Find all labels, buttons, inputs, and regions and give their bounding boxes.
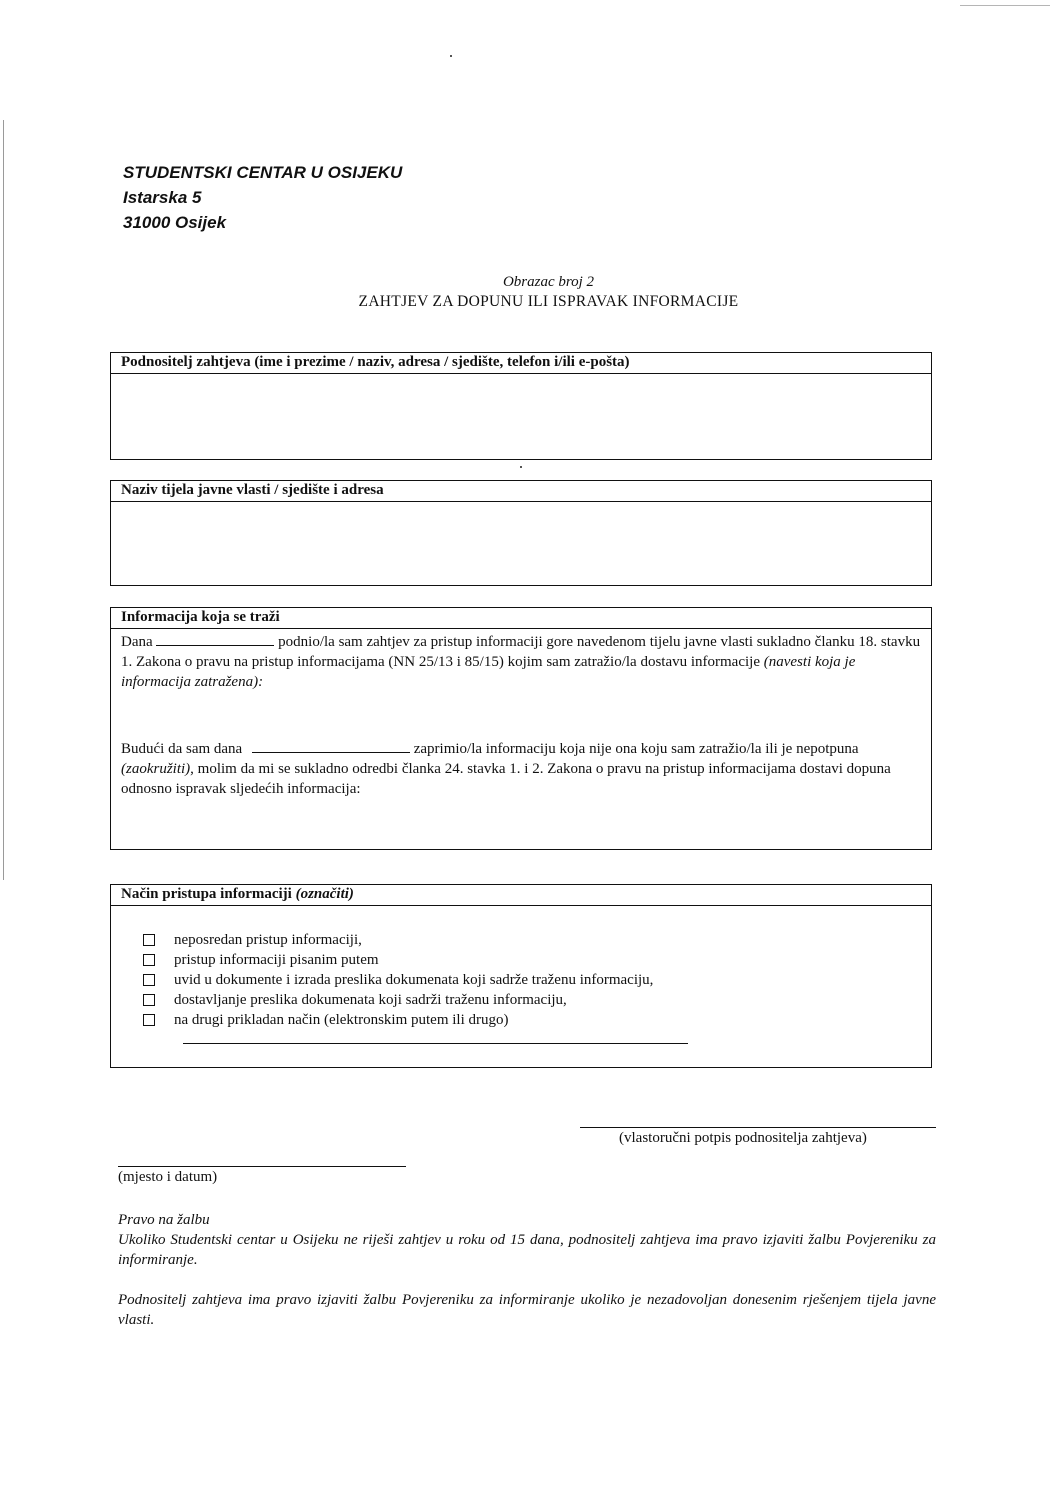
org-city: 31000 Osijek [123,213,227,232]
requested-info-text [111,629,931,801]
correction-paragraph [121,738,921,799]
org-name: STUDENTSKI CENTAR U OSIJEKU [123,163,403,182]
access-options-list [111,930,931,1030]
authority-section [110,480,932,586]
other-method-line[interactable] [183,1043,688,1044]
request-date-blank[interactable] [156,631,274,646]
checkbox[interactable] [143,974,155,986]
authority-label: Naziv tijela javne vlasti / sjedište i adresa [111,481,931,502]
access-method-note: (označiti) [295,886,354,902]
access-option [143,990,931,1010]
access-option-label: neposredan pristup informaciji, [174,932,362,948]
request-text: podnio/la sam zahtjev za pristup informaciji gore navedenom tijelu javne vlasti sukladno članku 18. stavku 1. Zakona o pravu na pristup informacijama (NN 25/13 i 85/15) kojim sam zatražio/la dostavu informacije [121,634,921,670]
access-option-label: uvid u dokumente i izrada preslika dokumenata koji sadrže traženu informaciju, [174,972,654,988]
date-prefix: Dana [121,634,153,650]
authority-field[interactable] [111,502,931,506]
scan-edge-top [960,5,1050,6]
scan-speck [520,466,522,468]
signature-line[interactable] [580,1127,936,1128]
received-text: zaprimio/la informaciju koja nije ona koju sam zatražio/la ili je nepotpuna [413,741,859,757]
form-number: Obrazac broj 2 [502,274,595,290]
form-title: ZAHTJEV ZA DOPUNU ILI ISPRAVAK INFORMACIJE [358,293,739,310]
access-option [143,970,931,990]
requested-info-label: Informacija koja se traži [111,608,931,629]
request-note: (navesti koja je informacija zatražena): [121,654,856,690]
checkbox[interactable] [143,934,155,946]
received-date-blank[interactable] [252,738,410,753]
place-date-label: (mjesto i datum) [118,1169,218,1185]
scan-edge-left [3,120,4,880]
received-prefix: Budući da sam dana [121,741,243,757]
access-option [143,930,931,950]
appeal-rights [118,1210,936,1330]
checkbox[interactable] [143,994,155,1006]
correction-text: , molim da mi se sukladno odredbi članka 24. stavka 1. i 2. Zakona o pravu na pristup informacijama dostavi dopuna odnosno ispravak sljedećih informacija: [121,761,891,797]
circle-note: (zaokružiti) [121,761,191,777]
access-option [143,1010,931,1030]
access-option-label: dostavljanje preslika dokumenata koji sadrži traženu informaciju, [174,992,567,1008]
applicant-field[interactable] [111,374,931,378]
access-option-label: pristup informaciji pisanim putem [174,952,379,968]
request-paragraph [121,631,921,692]
org-street: Istarska 5 [123,188,202,207]
access-option [143,950,931,970]
appeal-paragraph-1: Ukoliko Studentski centar u Osijeku ne riješi zahtjev u roku od 15 dana, podnositelj zahtjeva ima pravo izjaviti žalbu Povjereniku za informiranje. [118,1232,936,1268]
appeal-paragraph-2: Podnositelj zahtjeva ima pravo izjaviti žalbu Povjereniku za informiranje ukoliko je nezadovoljan donesenim rješenjem tijela javne vlasti. [118,1292,936,1328]
requested-info-section [110,607,932,850]
place-date-line[interactable] [118,1166,406,1167]
organization-header [123,160,402,235]
checkbox[interactable] [143,954,155,966]
applicant-section [110,352,932,460]
access-method-heading [111,885,931,906]
appeal-title: Pravo na žalbu [118,1212,210,1228]
scan-speck [450,55,452,57]
access-method-section [110,884,932,1068]
checkbox[interactable] [143,1014,155,1026]
applicant-label: Podnositelj zahtjeva (ime i prezime / naziv, adresa / sjedište, telefon i/ili e-pošta) [111,353,931,374]
access-method-label: Način pristupa informaciji [121,886,292,902]
signature-label: (vlastoručni potpis podnositelja zahtjeva) [619,1130,867,1146]
access-option-label: na drugi prikladan način (elektronskim putem ili drugo) [174,1012,509,1028]
